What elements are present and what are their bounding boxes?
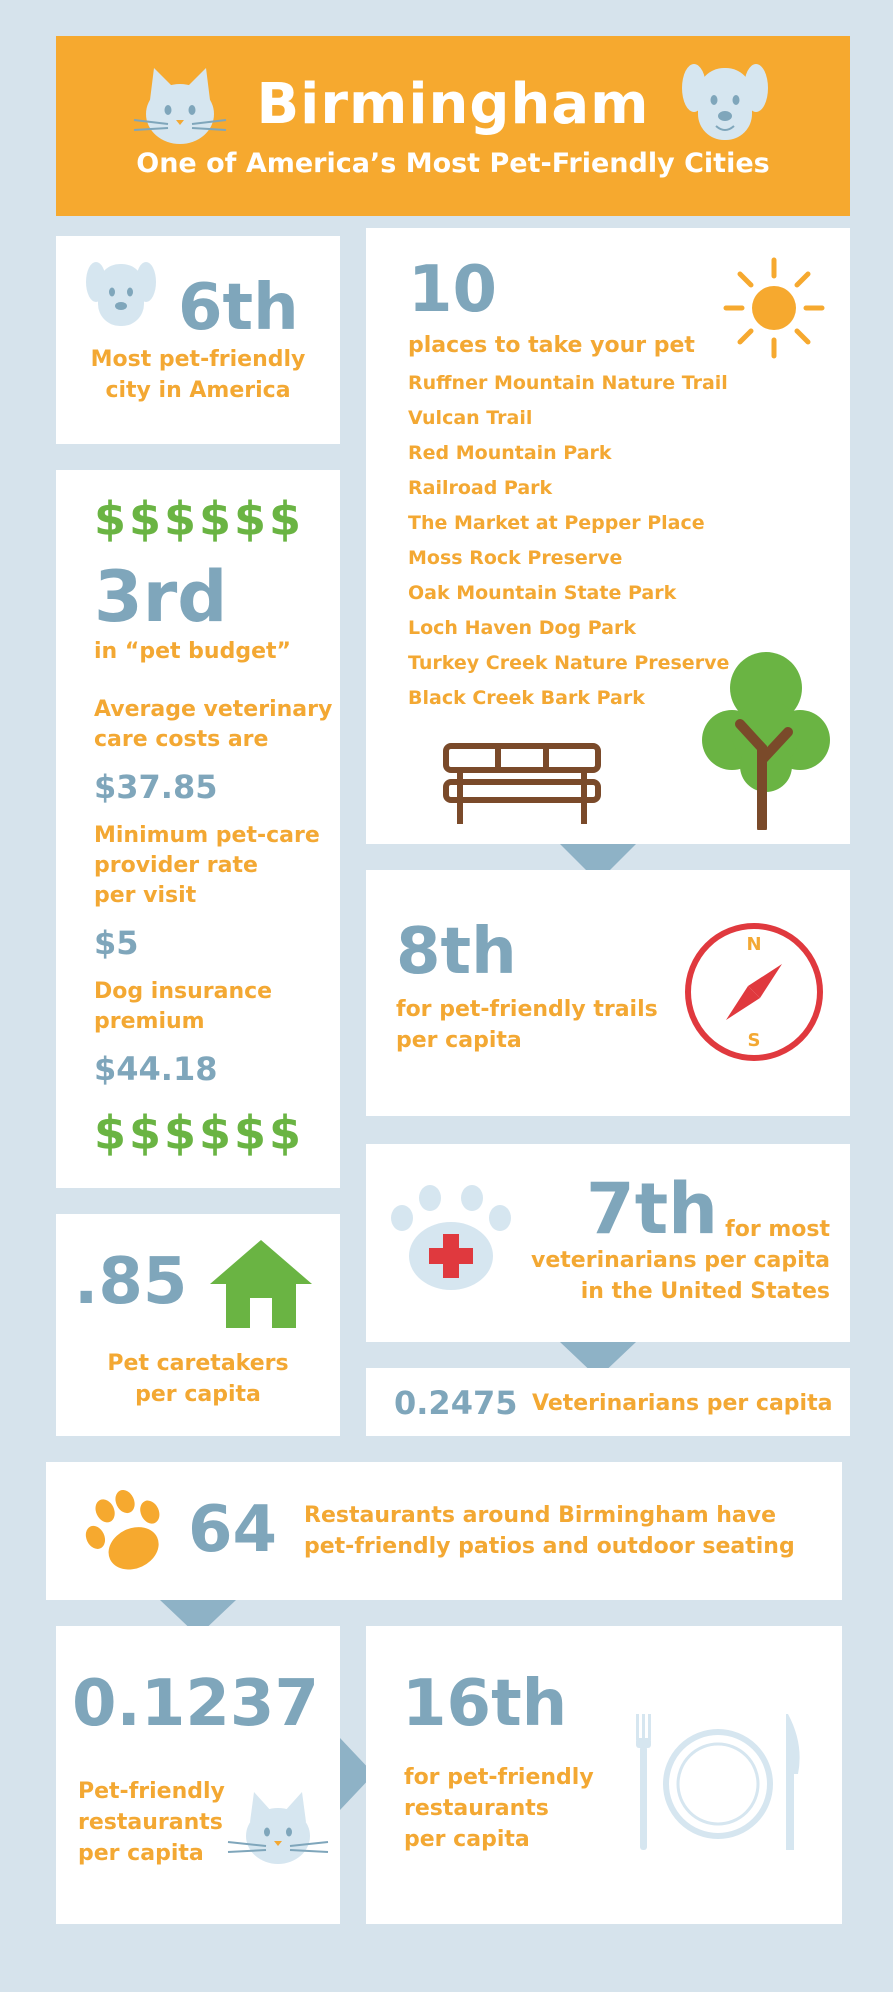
list-item: Moss Rock Preserve [408,547,623,569]
list-item: Black Creek Bark Park [408,687,645,709]
list-item: Ruffner Mountain Nature Trail [408,372,728,394]
compass-s: S [747,1030,761,1051]
vets-label-3: in the United States [580,1279,830,1304]
provider-label-1: Minimum pet-care [94,823,320,848]
restaurants-rank-label-2: restaurants [404,1796,549,1821]
list-item: Oak Mountain State Park [408,582,677,604]
caretakers-label-2: per capita [135,1382,261,1407]
list-item: Red Mountain Park [408,442,612,464]
budget-rank-label: in “pet budget” [94,639,291,664]
cat-icon [226,1788,330,1872]
rank-friendly-label-1: Most pet-friendly [90,347,306,372]
places-label: places to take your pet [408,333,695,358]
vet-cost-label-2: care costs are [94,727,269,752]
trails-value: 8th [396,915,517,989]
list-item: Railroad Park [408,477,553,499]
restaurants-per-capita-card [56,1626,340,1924]
vets-per-capita-label: Veterinarians per capita [532,1391,833,1416]
caretakers-label-1: Pet caretakers [107,1351,289,1376]
places-count: 10 [408,253,498,327]
vets-label-2: veterinarians per capita [531,1248,830,1273]
vet-cost-value: $37.85 [94,768,218,806]
provider-value: $5 [94,924,139,962]
restaurants-value: 64 [188,1493,278,1567]
restaurants-rank-value: 16th [402,1667,568,1741]
provider-label-3: per visit [94,883,197,908]
vets-per-capita-value: 0.2475 [394,1384,518,1422]
vet-cost-label-1: Average veterinary [94,697,333,722]
paw-medical-icon [388,1184,514,1294]
rank-friendly-label-2: city in America [105,378,291,403]
restaurants-label-1: Restaurants around Birmingham have [304,1503,777,1528]
sun-icon [722,256,826,360]
list-item: Loch Haven Dog Park [408,617,636,639]
list-item: The Market at Pepper Place [408,512,705,534]
insurance-value: $44.18 [94,1050,218,1088]
restaurants-per-capita-label-1: Pet-friendly [78,1779,225,1804]
restaurants-per-capita-label-2: restaurants [78,1810,223,1835]
places-card [366,228,850,844]
provider-label-2: provider rate [94,853,258,878]
paw-icon [84,1490,168,1574]
insurance-label-2: premium [94,1009,205,1034]
restaurants-rank-label-1: for pet-friendly [404,1765,594,1790]
restaurants-rank-card [366,1626,842,1924]
places-list [408,366,729,716]
dollar-signs-top: $$$$$$ [94,492,305,546]
list-item: Turkey Creek Nature Preserve [408,652,730,674]
restaurants-per-capita-value: 0.1237 [72,1667,319,1741]
budget-rank: 3rd [94,556,228,638]
caretakers-value: .85 [74,1245,188,1319]
restaurants-card [46,1462,842,1600]
restaurants-label-2: pet-friendly patios and outdoor seating [304,1534,795,1559]
trails-label-2: per capita [396,1028,522,1053]
rank-friendly-value: 6th [178,271,299,345]
budget-card [56,470,340,1188]
compass-icon [682,920,826,1064]
page-title: Birmingham [256,72,650,137]
dog-icon [84,258,158,338]
insurance-label-1: Dog insurance [94,979,273,1004]
trails-label-1: for pet-friendly trails [396,997,658,1022]
header-banner [56,36,850,216]
restaurants-rank-label-3: per capita [404,1827,530,1852]
house-icon [208,1238,314,1330]
vets-value: 7th [586,1168,719,1250]
vets-per-capita-card [366,1368,850,1436]
compass-n: N [746,934,762,955]
caretakers-card [56,1214,340,1436]
rank-friendly-card [56,236,340,444]
plate-cutlery-icon [628,1714,808,1854]
bench-icon [442,740,602,826]
vets-card [366,1144,850,1342]
dog-icon [680,58,770,158]
dollar-signs-bottom: $$$$$$ [94,1106,305,1160]
list-item: Vulcan Trail [408,407,533,429]
restaurants-per-capita-label-3: per capita [78,1841,204,1866]
trails-card [366,870,850,1116]
page-subtitle: One of America’s Most Pet-Friendly Cities [136,148,770,179]
vets-label-1: for most [725,1217,830,1242]
tree-icon [700,648,832,830]
